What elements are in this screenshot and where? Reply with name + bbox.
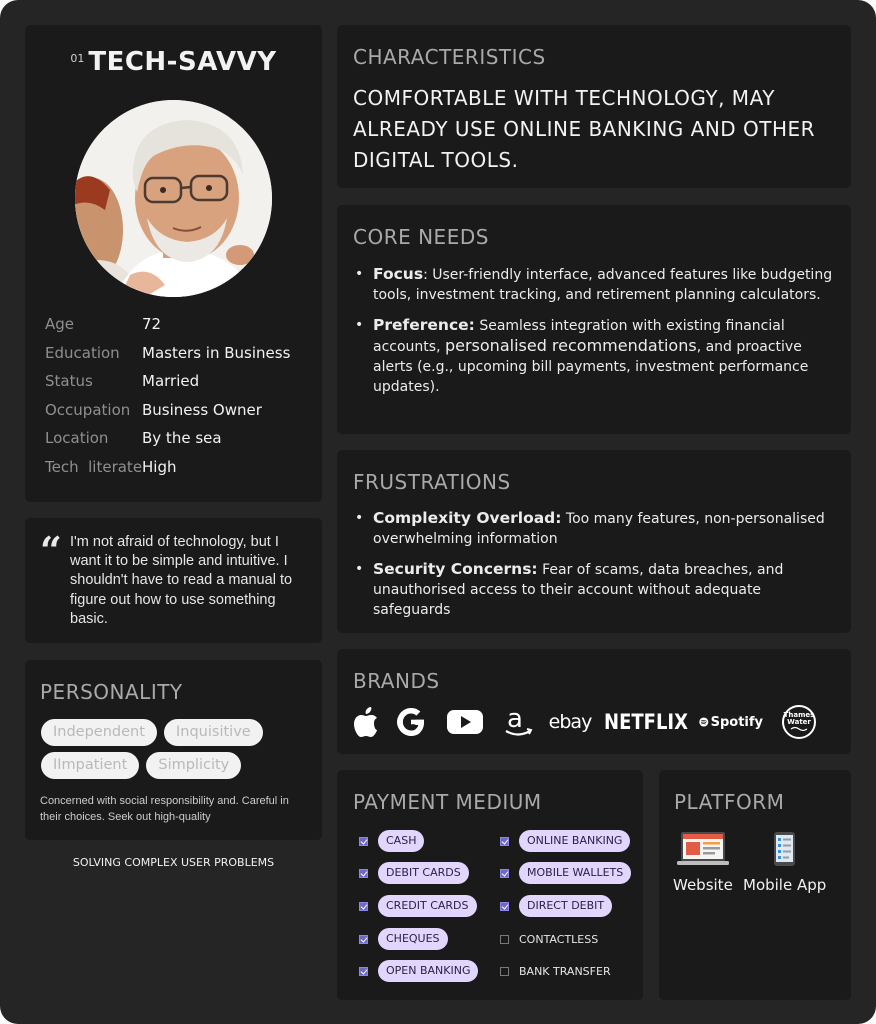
brands-heading: BRANDS [353, 669, 440, 693]
payment-option-debit-cards[interactable] [359, 862, 469, 884]
trait-chip: IImpatient [41, 752, 139, 779]
attribute-value: Masters in Business [142, 343, 291, 362]
platform-website [673, 830, 733, 894]
personality-description: Concerned with social responsibility and. Careful in their choices. Seek out high-quality [40, 795, 289, 823]
core-needs-heading: CORE NEEDS [353, 225, 489, 249]
payment-option-cheques[interactable] [359, 928, 448, 950]
checkbox[interactable] [500, 869, 509, 878]
payment-option-mobile-wallets[interactable] [500, 862, 631, 884]
ebay-logo: ebay [548, 711, 592, 733]
list-item [353, 315, 833, 397]
checkbox[interactable] [500, 837, 509, 846]
trait-chip: Simplicity [146, 752, 241, 779]
attribute-value: Married [142, 372, 200, 391]
frustration-text: Fear of scams, data breaches, and unauthorised access to their account without adequate safeguards [373, 562, 784, 618]
attribute-value: Business Owner [142, 400, 262, 419]
brand-logos [351, 704, 837, 740]
frustrations-card [337, 450, 851, 633]
avatar [75, 100, 272, 297]
persona-number: 01 [70, 52, 85, 65]
thames-water-logo [781, 704, 817, 740]
checkbox[interactable] [500, 967, 509, 976]
frustration-label: Complexity Overload: [373, 509, 562, 527]
payment-medium-card [337, 770, 643, 1000]
focus-text: : User-friendly interface, advanced features like budgeting tools, investment tracking, and retirement planning calculators. [373, 267, 833, 303]
attribute-value: By the sea [142, 429, 222, 448]
payment-label: DEBIT CARDS [378, 862, 469, 884]
apple-icon [351, 704, 381, 740]
checkbox[interactable] [359, 837, 368, 846]
preference-highlight: personalised recommendations [444, 336, 697, 355]
quote-card [25, 518, 322, 643]
payment-option-bank-transfer[interactable] [500, 960, 611, 982]
trait-chip: Inquisitive [164, 719, 263, 746]
netflix-logo: NETFLIX [604, 709, 688, 735]
persona-title [25, 47, 322, 77]
checkbox[interactable] [500, 935, 509, 944]
checkbox[interactable] [359, 902, 368, 911]
attribute-key: Age [45, 315, 75, 333]
platform-label: Website [673, 876, 733, 894]
checkbox[interactable] [359, 869, 368, 878]
trait-chips [41, 719, 311, 785]
core-needs-list [353, 264, 833, 407]
frustration-label: Security Concerns: [373, 560, 538, 578]
payment-option-contactless[interactable] [500, 928, 598, 950]
attribute-key: Occupation [45, 400, 131, 419]
svg-text:a: a [507, 705, 523, 734]
list-item [353, 264, 833, 305]
platform-mobile-app [743, 830, 826, 894]
quote-mark-icon: “ [40, 528, 62, 573]
thames-label: Thames [783, 711, 815, 719]
spotify-logo [699, 704, 763, 740]
characteristics-card [337, 25, 851, 188]
youtube-icon [445, 704, 485, 740]
spotify-icon [699, 713, 709, 731]
checkbox[interactable] [359, 967, 368, 976]
payment-label: CHEQUES [378, 928, 448, 950]
preference-text: Seamless integration with existing financial accounts, [373, 318, 785, 355]
brands-card [337, 649, 851, 754]
quote-text: I'm not afraid of technology, but I want it to be simple and intuitive. I shouldn't have to read a manual to figure out how to use something basic. [70, 534, 293, 627]
payment-option-direct-debit[interactable] [500, 895, 612, 917]
platform-card [659, 770, 851, 1000]
footer-label: SOLVING COMPLEX USER PROBLEMS [72, 856, 275, 869]
frustrations-heading: FRUSTRATIONS [353, 470, 511, 494]
payment-label: BANK TRANSFER [519, 964, 611, 978]
payment-option-online-banking[interactable] [500, 830, 630, 852]
payment-label: OPEN BANKING [378, 960, 478, 982]
google-icon [393, 704, 429, 740]
core-needs-card [337, 205, 851, 434]
preference-label: Preference: [373, 316, 475, 334]
phone-icon [755, 830, 815, 868]
personality-heading: PERSONALITY [40, 680, 183, 704]
list-item [353, 559, 833, 620]
payment-label: DIRECT DEBIT [519, 895, 612, 917]
frustration-text: Too many features, non-personalised overwhelming information [373, 511, 825, 547]
payment-option-cash[interactable] [359, 830, 424, 852]
checkbox[interactable] [359, 935, 368, 944]
attribute-value: 72 [142, 315, 162, 333]
persona-name: TECH-SAVVY [88, 47, 277, 77]
water-label: Water [787, 718, 811, 726]
attribute-key: Location [45, 429, 109, 448]
attribute-key: Education [45, 343, 120, 362]
focus-label: Focus [373, 265, 424, 283]
laptop-icon [676, 830, 730, 868]
attribute-key: Tech literate [45, 457, 143, 476]
list-item [353, 508, 833, 549]
platform-heading: PLATFORM [674, 790, 785, 814]
payment-heading: PAYMENT MEDIUM [353, 790, 542, 814]
wave-icon [790, 726, 808, 732]
preference-text-end: , and proactive alerts (e.g., upcoming bill payments, investment performance updates). [373, 339, 809, 395]
spotify-label: Spotify [710, 714, 763, 730]
frustrations-list [353, 508, 833, 630]
personality-card [25, 660, 322, 840]
amazon-icon [503, 704, 533, 740]
payment-label: ONLINE BANKING [519, 830, 630, 852]
attribute-key: Status [45, 372, 93, 391]
payment-label: CASH [378, 830, 424, 852]
payment-label: MOBILE WALLETS [519, 862, 631, 884]
payment-label: CREDIT CARDS [378, 895, 477, 917]
characteristics-text: COMFORTABLE WITH TECHNOLOGY, MAY ALREADY USE ONLINE BANKING AND OTHER DIGITAL TOOLS. [353, 86, 816, 172]
payment-label: CONTACTLESS [519, 932, 599, 946]
trait-chip: Independent [41, 719, 157, 746]
payment-option-open-banking[interactable] [359, 960, 478, 982]
platform-label: Mobile App [743, 876, 827, 894]
avatar-photo [75, 100, 272, 297]
characteristics-heading: CHARACTERISTICS [353, 45, 546, 69]
attribute-value: High [142, 457, 177, 476]
checkbox[interactable] [500, 902, 509, 911]
profile-card [25, 25, 322, 502]
payment-option-credit-cards[interactable] [359, 895, 477, 917]
